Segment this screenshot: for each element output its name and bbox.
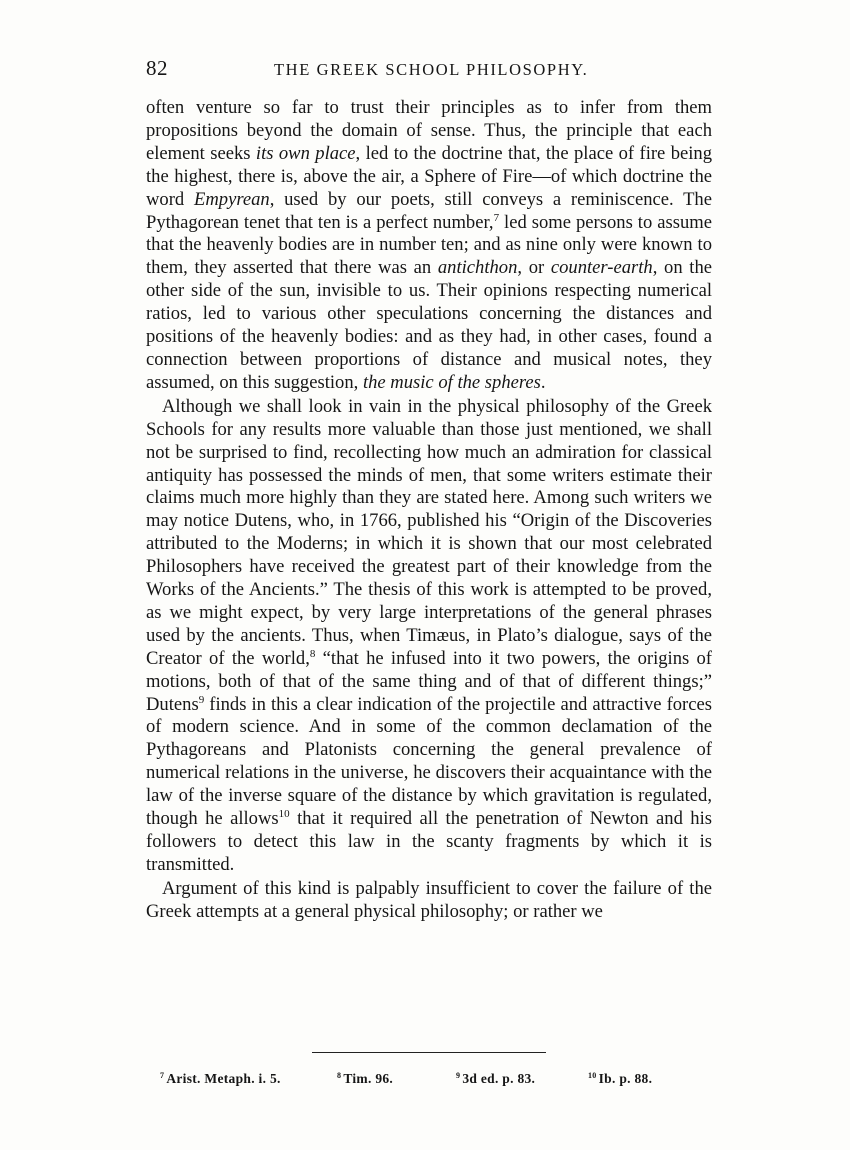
page-header (146, 54, 716, 84)
footnote-7 (160, 1071, 281, 1087)
footnotes (160, 1071, 700, 1093)
footnote-ref: 8 (309, 647, 316, 660)
paragraph-2 (146, 396, 712, 877)
footnote-text: Tim. 96. (343, 1071, 394, 1086)
text-run: that it required all the penetration of Newton and his followers to detect this law in the scanty fragments by which it is transmitted. (146, 808, 712, 875)
footnote-mark: 8 (337, 1071, 342, 1080)
text-run: , on the other side of the sun, invisible to us. Their opinions respecting numerical ratios, led to various other speculations concerning the distances and positions of the heavenly bodies: and as they had, in other cases, found a connection between proportions of distance and musical notes, they assumed, on this suggestion, (146, 257, 712, 393)
text-run: , led to the doctrine that, the place of fire being the highest, there is, above the air, a Sphere of Fire—of which doctrine the word (146, 142, 713, 210)
text-run: Argument of this kind is palpably insufficient to cover the failure of the Greek attempts at a general physical philosophy; or rather we (146, 877, 712, 922)
italic-phrase: the music of the spheres (362, 371, 541, 393)
text-run: Although we shall look in vain in the physical philosophy of the Greek Schools for any results more valuable than those just mentioned, we shall not be surprised to find, recollecting how much an admiration for classical antiquity has possessed the minds of men, that some writers estimate their claims much more highly than they are stated here. Among such writers we may notice Dutens, who, in 1766, published his “Origin of the Discoveries attributed to the Moderns; in which it is shown that our most celebrated Philosophers have received the greatest part of their knowledge from the Works of the Ancients.” The thesis of this work is attempted to be proved, as we might expect, by very large interpretations of the general phrases used by the ancients. Thus, when Timæus, in Plato’s dialogue, says of the Creator of the world, (146, 395, 712, 669)
footnote-10 (588, 1071, 652, 1087)
italic-phrase: Empyrean (193, 188, 270, 210)
body-text (146, 97, 712, 924)
footnote-8 (337, 1071, 393, 1087)
footnote-ref: 9 (198, 693, 205, 706)
italic-phrase: counter-earth (550, 257, 653, 279)
text-run: “that he infused into it two powers, the origins of motions, both of that of the same thing and of that of different things;” Dutens (146, 647, 713, 715)
text-run: . (540, 371, 546, 393)
text-run: , used by our poets, still conveys a reminiscence. The Pythagorean tenet that ten is a perfect number, (146, 188, 712, 233)
running-title: THE GREEK SCHOOL PHILOSOPHY. (274, 60, 589, 79)
footnote-ref: 7 (493, 211, 500, 224)
footnote-9 (456, 1071, 535, 1087)
footnote-divider (312, 1052, 546, 1053)
footnote-mark: 10 (588, 1071, 597, 1080)
footnote-text: Arist. Metaph. i. 5. (166, 1071, 281, 1086)
paragraph-3 (146, 878, 712, 924)
paragraph-1 (146, 97, 712, 395)
footnote-text: Ib. p. 88. (598, 1071, 653, 1086)
text-run: , or (517, 257, 551, 279)
page-number: 82 (146, 56, 168, 80)
text-run: led some persons to assume that the heavenly bodies are in number ten; and as nine only were known to them, they asserted that there was an (146, 211, 712, 279)
footnote-mark: 7 (160, 1071, 165, 1080)
footnote-mark: 9 (456, 1071, 461, 1080)
text-run: finds in this a clear indication of the projectile and attractive forces of modern science. And in some of the common declamation of the Pythagoreans and Platonists concerning the general prevalence of numerical relations in the universe, he discovers their acquaintance with the law of the inverse square of the distance by which gravitation is regulated, though he allows (146, 693, 712, 830)
italic-phrase: antichthon (437, 257, 518, 279)
text-run: often venture so far to trust their principles as to infer from them propositions beyond the domain of sense. Thus, the principle that each element seeks (146, 97, 712, 164)
italic-phrase: its own place (255, 142, 356, 164)
footnote-text: 3d ed. p. 83. (462, 1071, 536, 1086)
footnote-ref: 10 (278, 808, 290, 821)
